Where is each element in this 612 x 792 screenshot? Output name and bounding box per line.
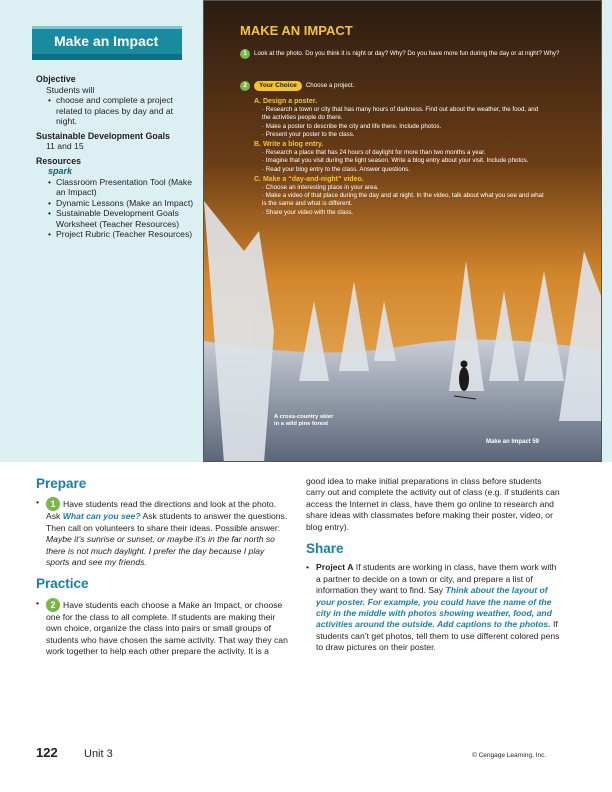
option-a-item: · Research a town or city that has many hours of darkness. Find out about the weather, the food, and the activities people do there. [262, 106, 539, 122]
resource-item[interactable]: • Classroom Presentation Tool (Make an Impact) [56, 177, 196, 198]
option-b-heading: B. Write a blog entry. [254, 141, 324, 149]
sdg-value: 11 and 15 [46, 141, 84, 151]
left-column [36, 476, 288, 657]
option-c-item: · Choose an interesting place in your area. [262, 184, 379, 192]
spark-logo: spark [48, 166, 73, 176]
caption-line: in a wild pine forest [274, 421, 329, 427]
resource-item[interactable]: • Dynamic Lessons (Make an Impact) [56, 198, 196, 209]
option-c-item: · Make a video of that place during the day and at night. In the video, talk about what you see and what is the same and what is different. [262, 192, 544, 208]
option-a-item: · Make a poster to describe the city and life there. Include photos. [262, 122, 442, 130]
step-1-text: Look at the photo. Do you think it is night or day? Why? Do you have more fun during the day or at night? Why? [254, 50, 560, 57]
practice-paragraph: • 2 Have students each choose a Make an Impact, or choose one for the class to all complete. If students are making their own choice, organize the class into pairs or small groups of students who have chosen the same activity. That way they can work together to help each other prepare the activity. It is a [36, 597, 288, 657]
prepare-heading: Prepare [36, 476, 87, 491]
prepare-text: Have students read the directions and look at the photo. Ask [46, 499, 277, 522]
share-text: If students can’t get photos, tell them to use different colored pens to draw pictures on their poster. [316, 619, 560, 653]
your-choice-chip: Your Choice [254, 81, 302, 91]
page-number: 122 [36, 745, 58, 760]
caption-line: A cross-country skier [274, 414, 334, 420]
step-2-text: Choose a project. [305, 82, 355, 89]
step-1-badge: 1 [240, 49, 250, 59]
practice-badge: 2 [46, 598, 60, 612]
step-2 [240, 81, 570, 91]
option-b-item: · Read your blog entry to the class. Answer questions. [262, 165, 410, 173]
share-paragraph: • Project A If students are working in class, have them work with a partner to decide on a town or city, and prepare a list of information they want to find. Say Think about the layout of your poster. For example, you could have the name of the city in the middle with photos showing weather, food, and activities around the outside. Add captions to the photos. If students can’t get photos, tell them to use different colored pens to draw pictures on their poster. [306, 562, 560, 653]
lesson-sidebar [36, 70, 196, 240]
section-tab: Make an Impact [32, 26, 182, 54]
student-book-page [203, 0, 602, 462]
photo-caption [274, 414, 333, 428]
objective-heading: Objective [36, 74, 76, 84]
right-column [306, 476, 560, 654]
resource-item[interactable]: • Sustainable Development Goals Worksheet (Teacher Resources) [56, 208, 196, 229]
option-c-heading: C. Make a “day-and-night” video. [254, 175, 364, 183]
prepare-question: What can you see? [62, 511, 141, 522]
project-label: Project A [316, 562, 354, 573]
project-list [254, 98, 544, 217]
resources-heading: Resources [36, 155, 81, 166]
share-question: Think about the layout of your poster. For example, you could have the name of the city in the middle with photos showing weather, food, and activities around the outside. Add captions to the photos. [316, 585, 552, 630]
prepare-text: Ask students to answer the questions. Then call on volunteers to share their ideas. Possible answer: [46, 511, 288, 533]
step-2-badge: 2 [240, 81, 250, 91]
step-1 [240, 49, 570, 59]
prepare-answer: Maybe it’s sunrise or sunset, or maybe it’s in the far north so there is not much daylight. I prefer the day because I play sports and see my friends. [46, 534, 275, 568]
share-text: If students are working in class, have them work with a partner to decide on a town or city, and prepare a list of information they want to find. Say [316, 562, 557, 596]
objective-item: • choose and complete a project related to places by day and at night. [56, 95, 196, 127]
practice-text: Have students each choose a Make an Impact, or choose one for the class to all complete. If students are making their own choice, organize the class into pairs or small groups of students who have chosen the same activity. That way they can work together to help each other prepare the activity. It is a [46, 599, 288, 657]
share-heading: Share [306, 541, 344, 557]
option-a-heading: A. Design a poster. [254, 98, 318, 105]
prepare-badge: 1 [46, 497, 60, 511]
continued-paragraph: good idea to make initial preparations in class before students carry out and complete the activity out of class (e.g. if students can access the Internet in class, have them go online to research and share ideas with classmates before making their poster, video, or blog entry). [306, 476, 560, 532]
option-a-item: · Present your poster to the class. [262, 130, 355, 138]
sdg-heading: Sustainable Development Goals [36, 130, 170, 141]
option-b-item: · Imagine that you visit during the light season. Write a blog entry about your visit. Include photos. [262, 157, 529, 165]
unit-label: Unit 3 [84, 748, 113, 760]
prepare-paragraph: • 1 Have students read the directions and look at the photo. Ask What can you see? Ask students to answer the questions. Then call on volunteers to share their ideas. Possible answer: Maybe it’s sunrise or sunset, or maybe it’s in the far north so there is not much daylight. I prefer the day because I play sports and see my friends. [36, 497, 288, 568]
option-c-item: · Share your video with the class. [262, 208, 354, 216]
forest-photo [204, 1, 602, 462]
student-page-ref: Make an Impact 59 [485, 439, 539, 445]
copyright: © Cengage Learning, Inc. [472, 752, 547, 759]
impact-title: MAKE AN IMPACT [240, 23, 353, 38]
practice-heading: Practice [36, 576, 89, 592]
objective-lead: Students will [46, 84, 95, 95]
resource-item[interactable]: • Project Rubric (Teacher Resources) [56, 229, 196, 240]
option-b-item: · Research a place that has 24 hours of daylight for more than two months a year. [262, 149, 486, 157]
